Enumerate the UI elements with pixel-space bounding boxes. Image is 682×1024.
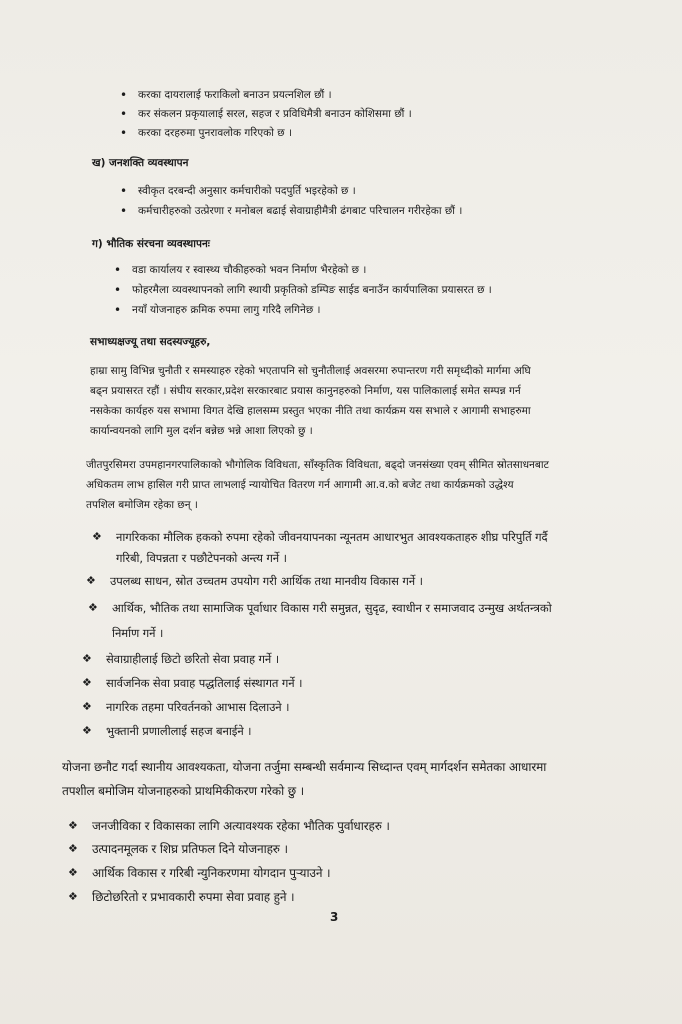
list-item: ❖ नागरिक तहमा परिवर्तनको आभास दिलाउने । bbox=[106, 700, 289, 714]
salutation: सभाध्यक्षज्यू तथा सदस्यज्यूहरु, bbox=[90, 336, 211, 348]
list-item: • वडा कार्यालय र स्वास्थ्य चौकीहरुको भवन निर्माण भैरहेको छ । bbox=[132, 263, 366, 277]
list-item: • करका दरहरुमा पुनरावलोक गरिएको छ । bbox=[138, 126, 292, 140]
paragraph-line: जीतपुरसिमरा उपमहानगरपालिकाको भौगोलिक विविधता, साँस्कृतिक विविधता, बढ्दो जनसंख्या एवम् सीमित स्रोतसाधनबाट bbox=[86, 459, 549, 471]
list-item: ❖ आर्थिक विकास र गरिबी न्युनिकरणमा योगदान पुर्‍याउने । bbox=[92, 866, 330, 880]
list-item: ❖ छिटोछरितो र प्रभावकारी रुपमा सेवा प्रवाह हुने । bbox=[92, 890, 294, 904]
list-item-continuation: निर्माण गर्ने । bbox=[112, 626, 164, 640]
list-item: • कर संकलन प्रकृयालाई सरल, सहज र प्रविधिमैत्री बनाउन कोशिसमा छौं । bbox=[138, 107, 412, 121]
list-item: ❖ भुक्तानी प्रणालीलाई सहज बनाईने । bbox=[106, 724, 251, 738]
paragraph-line: कार्यान्वयनको लागि मुल दर्शन बन्नेछ भन्ने आशा लिएको छु । bbox=[90, 425, 313, 437]
list-item: • कर्मचारीहरुको उत्प्रेरणा र मनोबल बढाई सेवाग्राहीमैत्री ढंगबाट परिचालन गरीरहेका छौं । bbox=[138, 204, 462, 218]
list-item: ❖ उपलब्ध साधन, स्रोत उच्चतम उपयोग गरी आर्थिक तथा मानवीय विकास गर्ने । bbox=[110, 574, 423, 588]
list-item: • करका दायरालाई फराकिलो बनाउन प्रयत्नशिल छौं । bbox=[138, 88, 332, 102]
section-heading: ख) जनशक्ति व्यवस्थापन bbox=[92, 157, 189, 169]
paragraph-line: हाम्रा सामु विभिन्न चुनौती र समस्याहरु रहेको भएतापनि सो चुनौतीलाई अवसरमा रुपान्तरण गरी समृध्दीको मार्गमा अघि bbox=[90, 365, 531, 377]
paragraph-line: तपशिल बमोजिम रहेका छन् । bbox=[86, 499, 198, 511]
paragraph-line: योजना छनौट गर्दा स्थानीय आवश्यकता, योजना तर्जुमा सम्बन्धी सर्वमान्य सिध्दान्त एवम् मार्गदर्शन समेतका आधारमा bbox=[62, 760, 547, 774]
section-heading: ग) भौतिक संरचना व्यवस्थापनः bbox=[92, 238, 210, 250]
paragraph-line: तपशील बमोजिम योजनाहरुको प्राथमिकीकरण गरेको छु । bbox=[62, 784, 305, 798]
list-item: • नयाँ योजनाहरु क्रमिक रुपमा लागु गरिदै लगिनेछ । bbox=[132, 303, 321, 317]
list-item-continuation: गरिबी, विपन्नता र पछौटेपनको अन्त्य गर्ने । bbox=[116, 551, 287, 565]
paragraph-line: बढ्न प्रयासरत रहौं । संघीय सरकार,प्रदेश सरकारबाट प्रयास कानुनहरुको निर्माण, यस पालिकालाई समेत सम्पन्न गर्न bbox=[90, 385, 521, 397]
list-item: ❖ जनजीविका र विकासका लागि अत्यावश्यक रहेका भौतिक पुर्वाधारहरु । bbox=[92, 819, 390, 833]
list-item: ❖ नागरिकका मौलिक हकको रुपमा रहेको जीवनयापनका न्यूनतम आधारभुत आवश्यकताहरु शीघ्र परिपुर्ति गर्दै bbox=[116, 530, 548, 544]
list-item: ❖ आर्थिक, भौतिक तथा सामाजिक पूर्वाधार विकास गरी समुन्नत, सुदृढ, स्वाधीन र समाजवाद उन्मुख अर्थतन्त्रको bbox=[112, 601, 552, 615]
paragraph-line: अधिकतम लाभ हासिल गरी प्राप्त लाभलाई न्यायोचित वितरण गर्न आगामी आ.व.को बजेट तथा कार्यक्रमको उद्धेश्य bbox=[86, 479, 514, 491]
list-item: • स्वीकृत दरबन्दी अनुसार कर्मचारीको पदपुर्ति भइरहेको छ । bbox=[138, 184, 356, 198]
page-number: 3 bbox=[330, 910, 339, 924]
list-item: ❖ सार्वजनिक सेवा प्रवाह पद्धतिलाई संस्थागत गर्ने । bbox=[106, 676, 302, 690]
paragraph-line: नसकेका कार्यहरु यस सभामा विगत देखि हालसम्म प्रस्तुत भएका नीति तथा कार्यक्रम यस सभाले र आगामी सभाहरुमा bbox=[90, 405, 531, 417]
list-item: ❖ उत्पादनमूलक र शिघ्र प्रतिफल दिने योजनाहरु । bbox=[92, 842, 288, 856]
list-item: ❖ सेवाग्राहीलाई छिटो छरितो सेवा प्रवाह गर्ने । bbox=[106, 652, 279, 666]
list-item: • फोहरमैला व्यवस्थापनको लागि स्थायी प्रकृतिको डम्पिङ साईड बनाउँन कार्यपालिका प्रयासरत छ । bbox=[132, 283, 492, 297]
